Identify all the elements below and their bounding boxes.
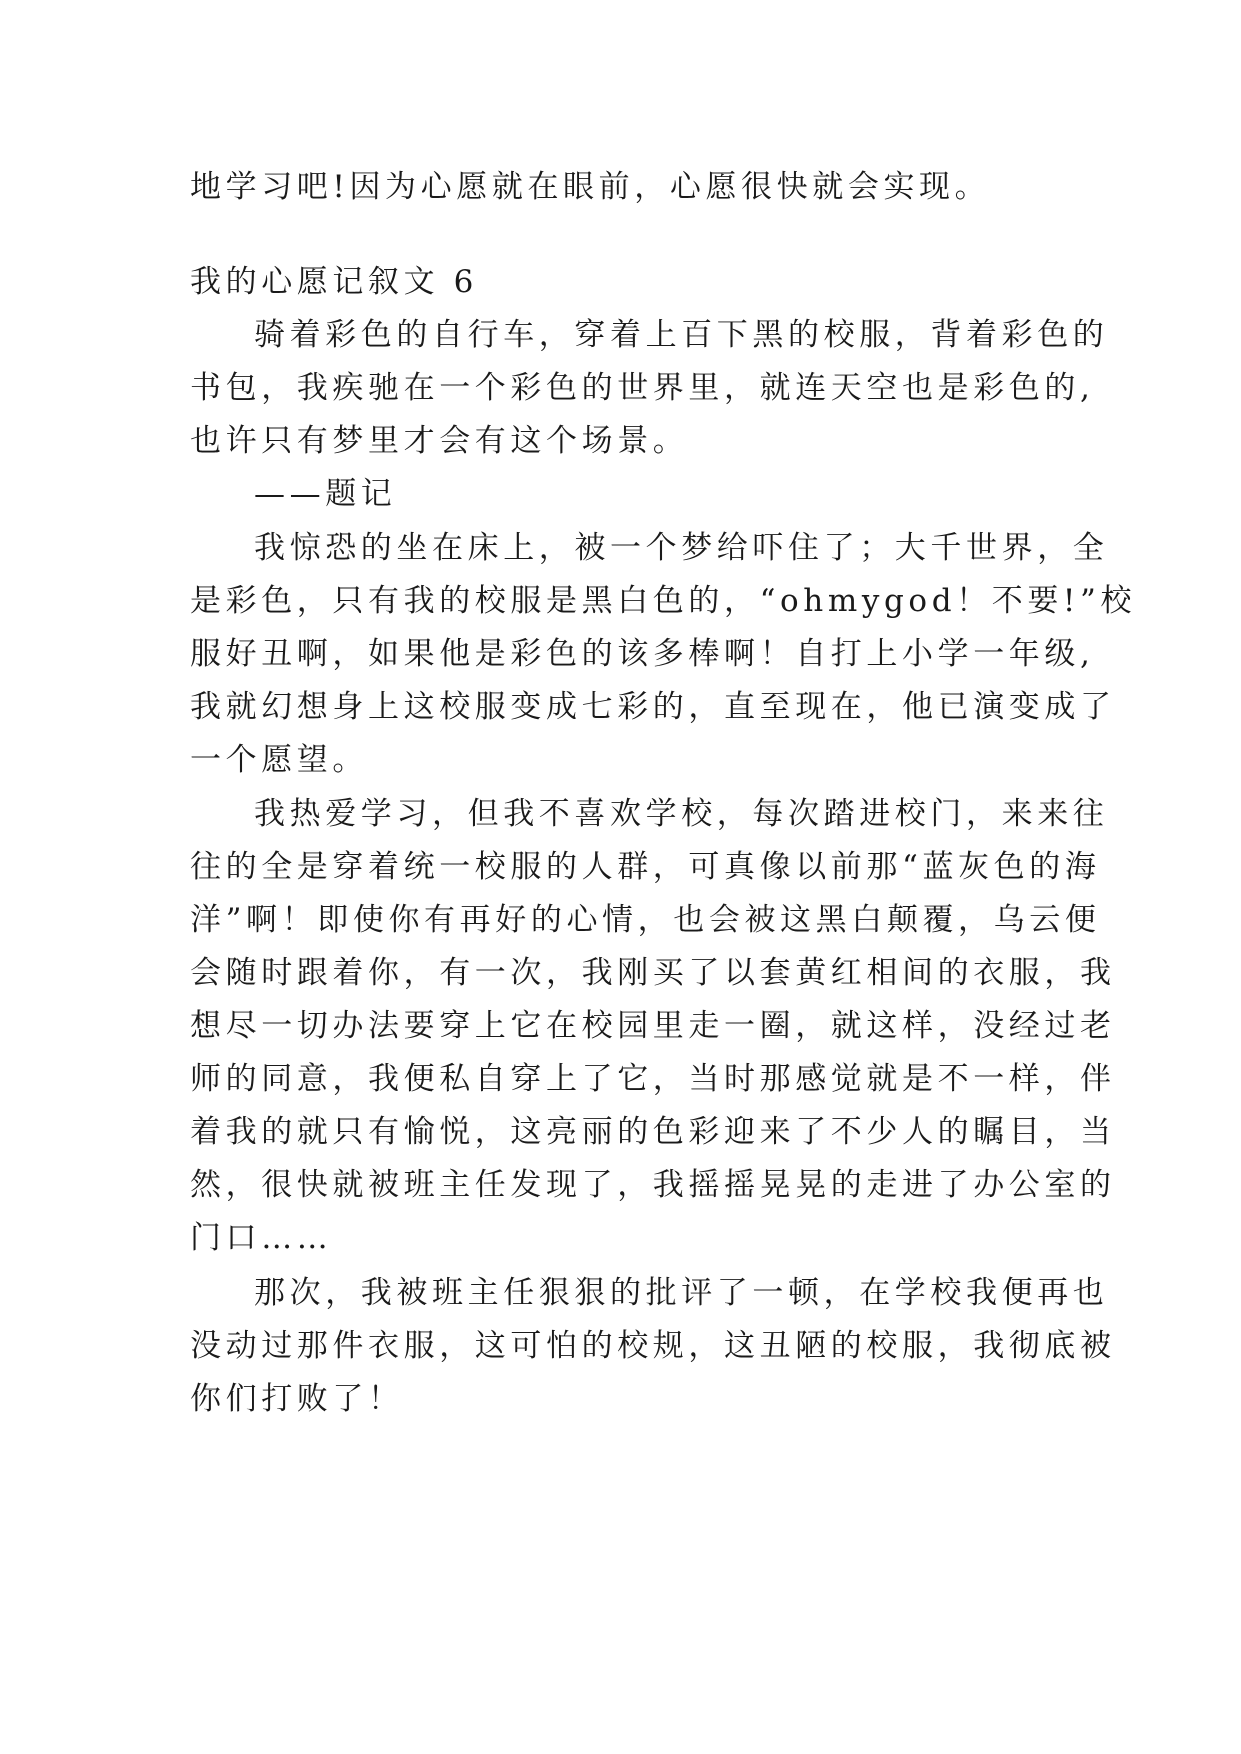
carryover-paragraph-line: 地学习吧!因为心愿就在眼前，心愿很快就会实现。	[190, 169, 991, 205]
paragraph-line: 门口……	[190, 1220, 333, 1256]
paragraph-line: 想尽一切办法要穿上它在校园里走一圈，就这样，没经过老	[190, 1008, 1116, 1044]
paragraph-line: 也许只有梦里才会有这个场景。	[190, 423, 689, 459]
paragraph-line: 然，很快就被班主任发现了，我摇摇晃晃的走进了办公室的	[190, 1167, 1116, 1203]
paragraph-line: 我惊恐的坐在床上，被一个梦给吓住了；大千世界，全	[254, 530, 1109, 566]
paragraph-line: 着我的就只有愉悦，这亮丽的色彩迎来了不少人的瞩目，当	[190, 1114, 1116, 1150]
paragraph-line: 服好丑啊，如果他是彩色的该多棒啊！自打上小学一年级,	[190, 636, 1095, 672]
paragraph-line: 书包，我疾驰在一个彩色的世界里，就连天空也是彩色的,	[190, 370, 1095, 406]
paragraph-line: 我就幻想身上这校服变成七彩的，直至现在，他已演变成了	[190, 689, 1116, 725]
paragraph-line: 没动过那件衣服，这可怕的校规，这丑陋的校服，我彻底被	[190, 1328, 1116, 1364]
paragraph-line: 骑着彩色的自行车，穿着上百下黑的校服，背着彩色的	[254, 317, 1109, 353]
paragraph-line: 洋”啊！即使你有再好的心情，也会被这黑白颠覆，乌云便	[190, 902, 1101, 938]
essay-heading: 我的心愿记叙文 6	[190, 264, 478, 300]
epigraph-attribution: ——题记	[254, 476, 397, 512]
paragraph-line: 一个愿望。	[190, 742, 368, 778]
paragraph-line: 你们打败了！	[190, 1381, 404, 1417]
paragraph-line: 是彩色，只有我的校服是黑白色的，“ohmygod！不要!”校	[190, 583, 1137, 619]
paragraph-line: 会随时跟着你，有一次，我刚买了以套黄红相间的衣服，我	[190, 955, 1116, 991]
paragraph-line: 我热爱学习，但我不喜欢学校，每次踏进校门，来来往	[254, 796, 1109, 832]
paragraph-line: 那次，我被班主任狠狠的批评了一顿，在学校我便再也	[254, 1275, 1109, 1311]
paragraph-line: 往的全是穿着统一校服的人群，可真像以前那“蓝灰色的海	[190, 849, 1101, 885]
paragraph-line: 师的同意，我便私自穿上了它，当时那感觉就是不一样，伴	[190, 1061, 1116, 1097]
